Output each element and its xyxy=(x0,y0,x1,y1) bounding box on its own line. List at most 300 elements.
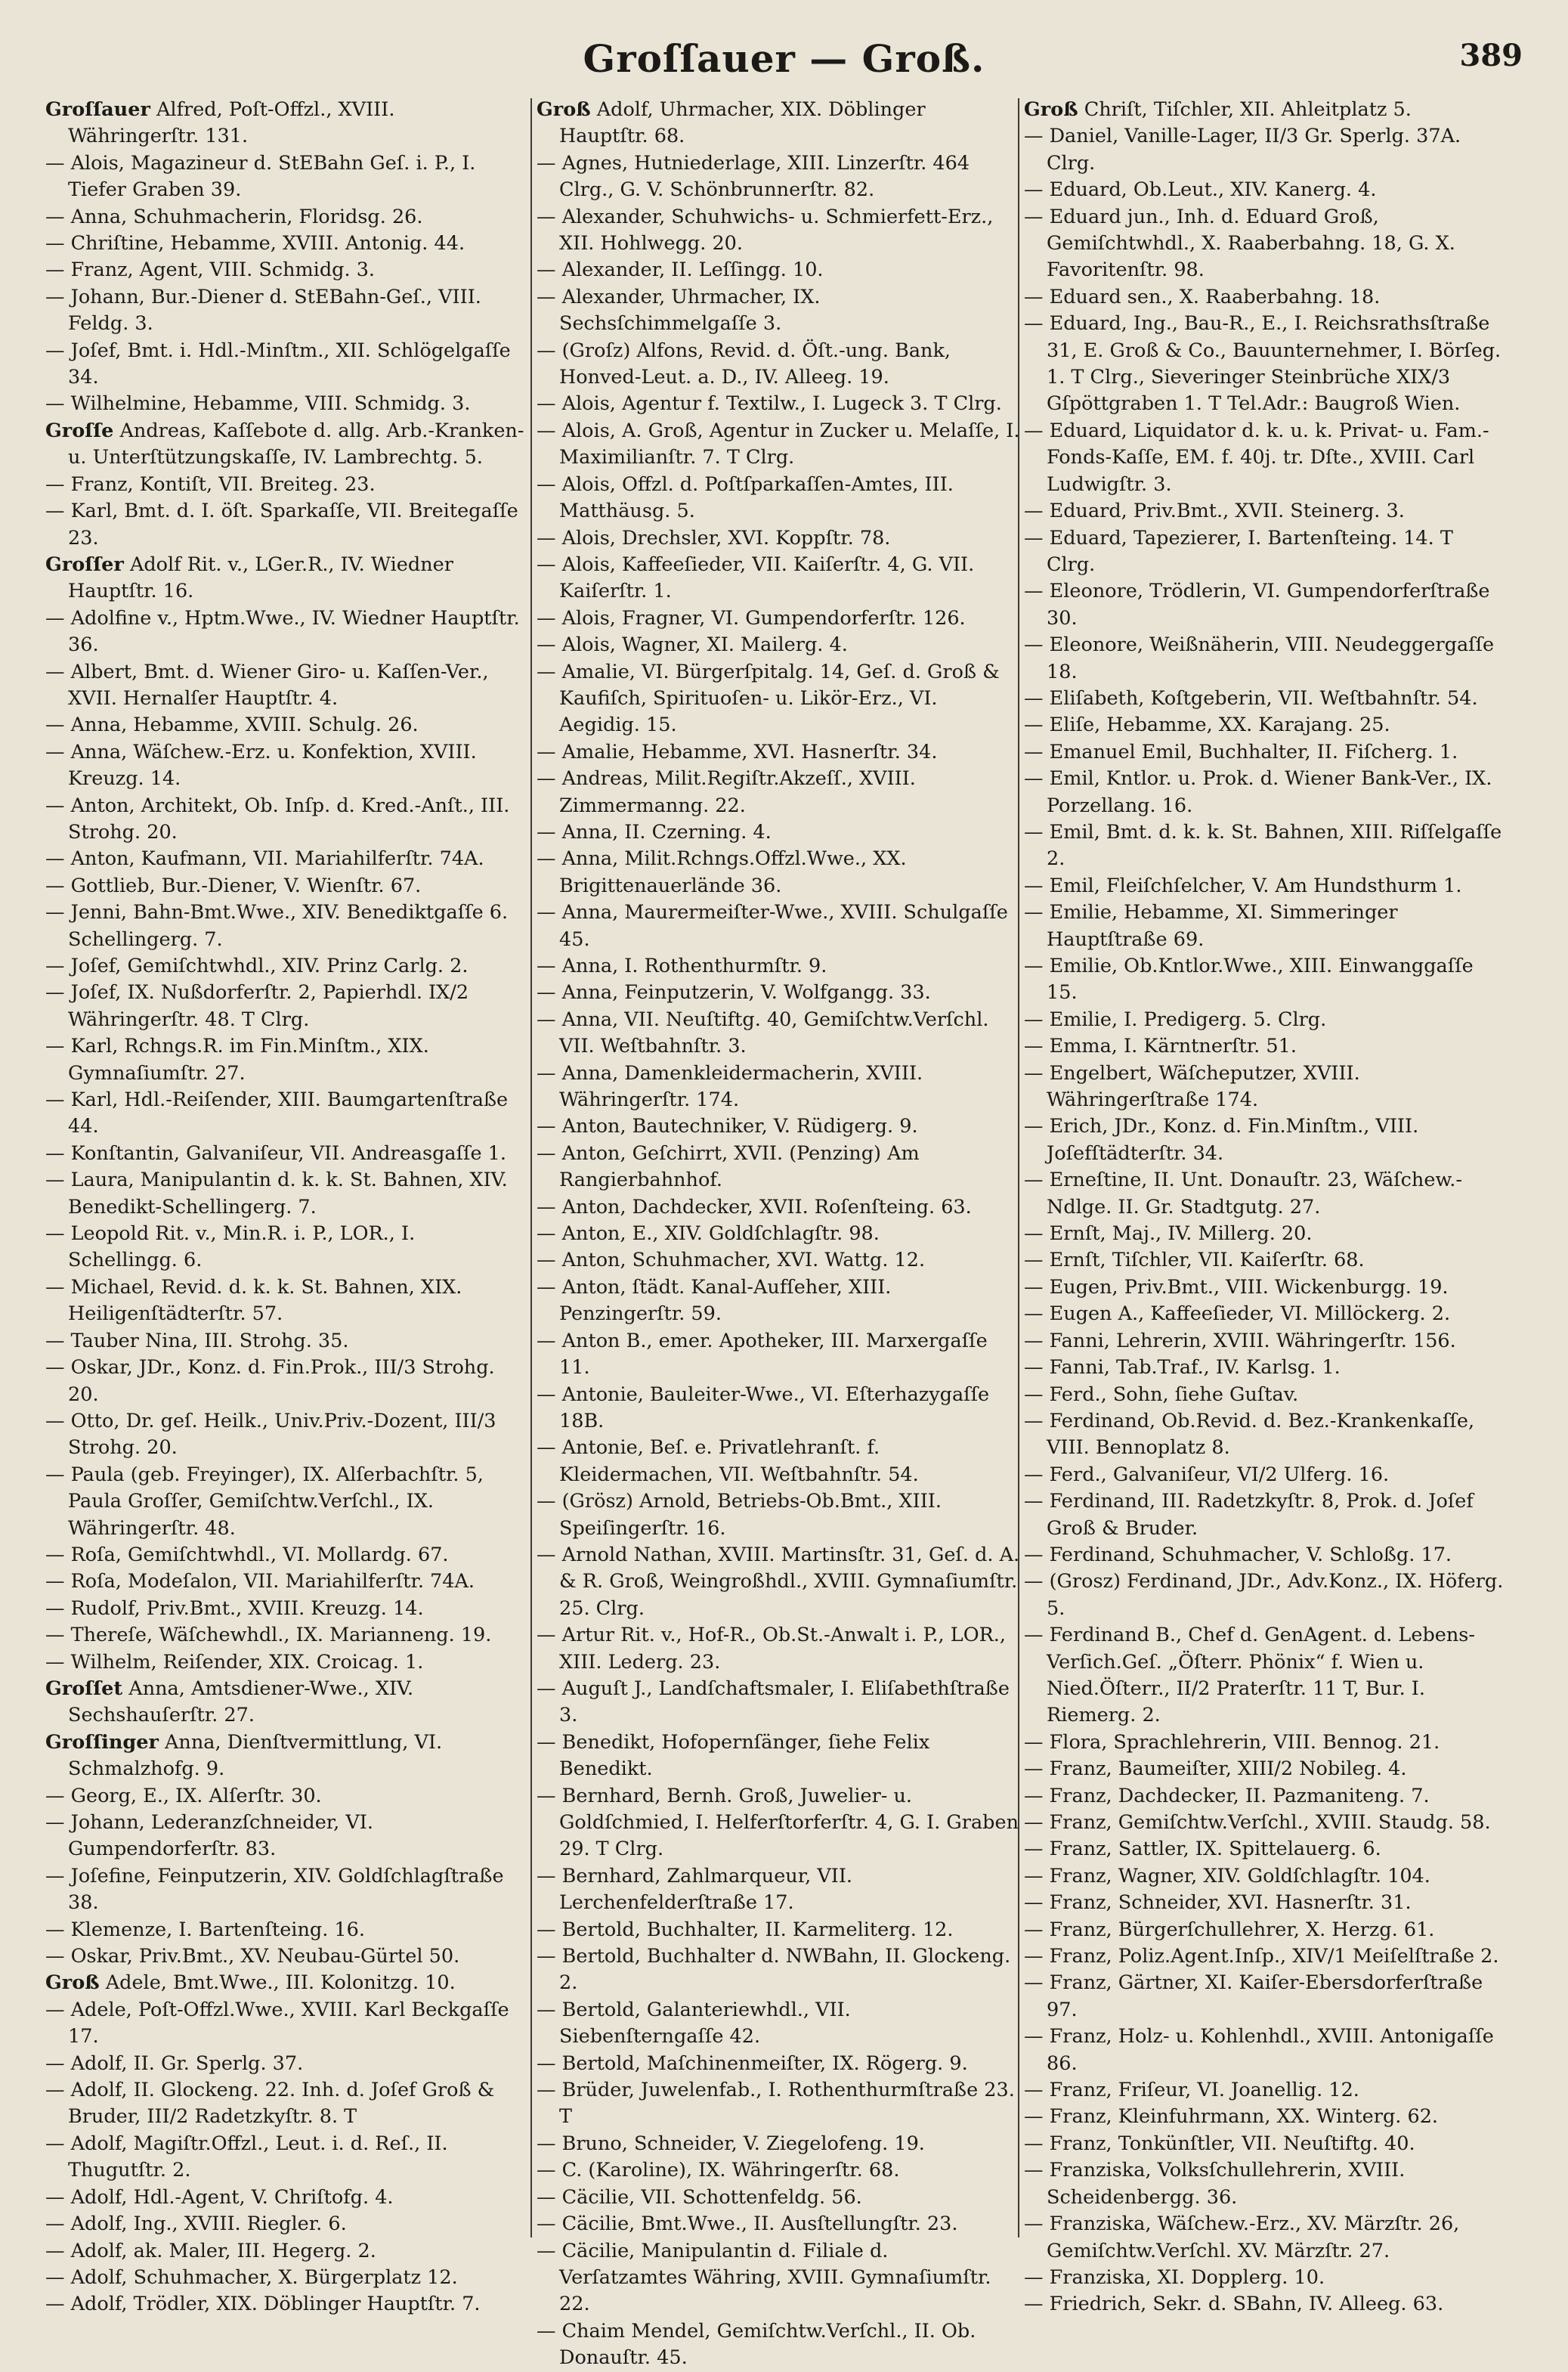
directory-entry xyxy=(45,1649,529,1676)
ditto-dash: — xyxy=(45,847,65,871)
ditto-dash: — xyxy=(537,151,556,175)
ditto-dash: — xyxy=(1024,633,1044,657)
entry-text: Alois, Agentur f. Textilw., I. Lugeck 3. T Clrg. xyxy=(561,392,1002,416)
directory-entry xyxy=(45,1863,529,1917)
directory-entry xyxy=(537,472,1020,525)
directory-entry xyxy=(1024,819,1508,873)
ditto-dash: — xyxy=(537,820,556,844)
entry-text: Emilie, Hebamme, XI. Simmeringer Hauptſtraße 69. xyxy=(1047,901,1398,951)
entry-text: Fanni, Tab.Traf., IV. Karlsg. 1. xyxy=(1049,1356,1341,1380)
entry-text: Andreas, Kaſſebote d. allg. Arb.-Kranken- u. Unterſtützungskaſſe, IV. Lambrechtg. 5. xyxy=(68,419,524,469)
entry-text: Anna, Hebamme, XVIII. Schulg. 26. xyxy=(70,714,419,737)
ditto-dash: — xyxy=(45,1784,65,1807)
surname-heading: Groß xyxy=(45,1971,100,1995)
directory-entry xyxy=(45,1167,529,1221)
entry-text: Emil, Kntlor. u. Prok. d. Wiener Bank-Ver., IX. Porzellang. 16. xyxy=(1047,767,1492,817)
ditto-dash: — xyxy=(1024,1008,1044,1031)
directory-entry xyxy=(537,846,1020,900)
ditto-dash: — xyxy=(537,901,556,924)
ditto-dash: — xyxy=(1024,1409,1044,1432)
ditto-dash: — xyxy=(45,901,65,924)
ditto-dash: — xyxy=(45,981,65,1005)
entry-text: Adolf, Schuhmacher, X. Bürgerplatz 12. xyxy=(70,2265,458,2289)
ditto-dash: — xyxy=(1024,1035,1044,1058)
entry-text: Adolf, II. Glockeng. 22. Inh. d. Joſef Groß & Bruder, III/2 Radetzkyſtr. 8. T xyxy=(68,2079,495,2129)
entry-text: Adolf, Magiſtr.Offzl., Leut. i. d. Reſ., II. Thugutſtr. 2. xyxy=(68,2132,448,2182)
directory-entry xyxy=(45,1408,529,1462)
directory-entry xyxy=(537,97,1020,150)
directory-entry xyxy=(1024,418,1508,498)
directory-entry xyxy=(45,1542,529,1568)
directory-entry xyxy=(45,2211,529,2237)
directory-entry xyxy=(45,1997,529,2051)
ditto-dash: — xyxy=(1024,526,1044,550)
ditto-dash: — xyxy=(45,955,65,977)
ditto-dash: — xyxy=(1024,312,1044,336)
entry-text: Karl, Rchngs.R. im Fin.Minſtm., XIX. Gymnaſiumſtr. 27. xyxy=(68,1035,429,1085)
directory-entry xyxy=(45,1783,529,1810)
entry-text: Joſef, IX. Nußdorferſtr. 2, Papierhdl. IX/2 Währingerſtr. 48. T Clrg. xyxy=(68,981,469,1031)
directory-entry xyxy=(45,284,529,338)
directory-entry xyxy=(45,2291,529,2318)
directory-entry xyxy=(537,1007,1020,1061)
directory-entry xyxy=(45,2077,529,2131)
ditto-dash: — xyxy=(537,955,556,977)
directory-entry xyxy=(1024,873,1508,900)
entry-text: Eugen A., Kaffeeſieder, VI. Millöckerg. 2. xyxy=(1049,1302,1451,1326)
directory-entry xyxy=(1024,1033,1508,1060)
directory-entry xyxy=(537,1113,1020,1140)
entry-text: Roſa, Modeſalon, VII. Mariahilferſtr. 74A. xyxy=(70,1570,475,1593)
ditto-dash: — xyxy=(537,1329,556,1352)
entry-text: Adele, Bmt.Wwe., III. Kolonitzg. 10. xyxy=(105,1971,456,1995)
ditto-dash: — xyxy=(45,874,65,897)
entry-text: Eduard, Liquidator d. k. u. k. Privat- u. Fam.-Fonds-Kaſſe, EM. f. 40j. tr. Dſte., XVIII. Carl Ludwigſtr. 3. xyxy=(1047,419,1489,496)
directory-entry xyxy=(537,1542,1020,1622)
ditto-dash: — xyxy=(45,2185,65,2209)
ditto-dash: — xyxy=(45,285,65,308)
ditto-dash: — xyxy=(537,526,556,550)
entry-text: Alexander, II. Leſſingg. 10. xyxy=(561,259,824,282)
directory-entry xyxy=(537,2051,1020,2077)
page-header xyxy=(0,30,1568,91)
ditto-dash: — xyxy=(537,767,556,791)
ditto-dash: — xyxy=(1024,2293,1044,2316)
directory-entry xyxy=(1024,123,1508,177)
ditto-dash: — xyxy=(537,660,556,683)
ditto-dash: — xyxy=(1024,1302,1044,1326)
directory-entry xyxy=(537,391,1020,417)
ditto-dash: — xyxy=(45,660,65,683)
directory-entry xyxy=(45,1568,529,1595)
ditto-dash: — xyxy=(1024,205,1044,228)
directory-entry xyxy=(1024,525,1508,579)
directory-entry xyxy=(537,1729,1020,1783)
entry-text: Franz, Tonkünſtler, VII. Neuſtiftg. 40. xyxy=(1049,2132,1415,2155)
directory-entry xyxy=(45,391,529,417)
entry-text: Emil, Bmt. d. k. k. St. Bahnen, XIII. Riſſelgaſſe 2. xyxy=(1047,820,1502,871)
surname-heading: Groſſauer xyxy=(45,98,150,121)
ditto-dash: — xyxy=(45,339,65,362)
ditto-dash: — xyxy=(45,2213,65,2236)
ditto-dash: — xyxy=(537,1436,556,1460)
directory-entry xyxy=(1024,1810,1508,1836)
entry-text: Franz, Agent, VIII. Schmidg. 3. xyxy=(70,259,376,282)
entry-text: Anna, Milit.Rchngs.Offzl.Wwe., XX. Brigittenauerlände 36. xyxy=(559,847,907,897)
directory-entry xyxy=(45,1087,529,1141)
directory-entry xyxy=(1024,1301,1508,1327)
entry-text: Eduard, Tapezierer, I. Bartenſteing. 14. T Clrg. xyxy=(1047,526,1453,576)
directory-entry xyxy=(45,150,529,204)
directory-entry xyxy=(45,1917,529,1943)
ditto-dash: — xyxy=(537,1222,556,1246)
entry-text: Anna, II. Czerning. 4. xyxy=(561,820,772,844)
entry-text: Emilie, I. Predigerg. 5. Clrg. xyxy=(1049,1008,1327,1031)
surname-heading: Groß xyxy=(1024,98,1078,121)
entry-text: Anton B., emer. Apotheker, III. Marxergaſſe 11. xyxy=(559,1329,988,1380)
directory-entry xyxy=(537,2318,1020,2372)
ditto-dash: — xyxy=(1024,1383,1044,1406)
ditto-dash: — xyxy=(537,1998,556,2021)
entry-text: Klemenze, I. Bartenſteing. 16. xyxy=(70,1918,365,1941)
ditto-dash: — xyxy=(537,1624,556,1647)
directory-entry xyxy=(537,2077,1020,2131)
entry-text: Ferdinand, Schuhmacher, V. Schloßg. 17. xyxy=(1049,1543,1452,1566)
directory-entry xyxy=(45,605,529,659)
entry-text: Anton, Bautechniker, V. Rüdigerg. 9. xyxy=(561,1115,918,1138)
ditto-dash: — xyxy=(45,259,65,282)
directory-entry xyxy=(45,338,529,392)
directory-entry xyxy=(1024,766,1508,819)
ditto-dash: — xyxy=(45,1543,65,1566)
directory-entry xyxy=(1024,2104,1508,2130)
ditto-dash: — xyxy=(45,151,65,175)
directory-entry xyxy=(1024,1113,1508,1167)
ditto-dash: — xyxy=(1024,1115,1044,1138)
entry-text: Wilhelmine, Hebamme, VIII. Schmidg. 3. xyxy=(70,392,471,416)
entry-text: Franz, Gärtner, XI. Kaiſer-Ebersdorferſtraße 97. xyxy=(1047,1971,1483,2021)
directory-entry xyxy=(537,1917,1020,1943)
ditto-dash: — xyxy=(1024,1730,1044,1754)
entry-text: Rudolf, Priv.Bmt., XVIII. Kreuzg. 14. xyxy=(70,1596,424,1620)
ditto-dash: — xyxy=(1024,2079,1044,2102)
directory-entry xyxy=(537,2185,1020,2211)
directory-entry xyxy=(1024,1167,1508,1221)
ditto-dash: — xyxy=(1024,820,1044,844)
directory-entry xyxy=(537,204,1020,258)
entry-text: Franz, Poliz.Agent.Inſp., XIV/1 Meiſelſtraße 2. xyxy=(1049,1945,1499,1968)
directory-entry xyxy=(1024,739,1508,766)
ditto-dash: — xyxy=(537,2239,556,2262)
directory-entry xyxy=(1024,1462,1508,1488)
entry-text: Anton, Geſchirrt, XVII. (Penzing) Am Rangierbahnhof. xyxy=(559,1141,920,1192)
ditto-dash: — xyxy=(1024,1249,1044,1272)
directory-entry xyxy=(1024,1756,1508,1782)
entry-text: Adolf, II. Gr. Sperlg. 37. xyxy=(70,2052,304,2075)
ditto-dash: — xyxy=(537,1730,556,1754)
directory-entry xyxy=(1024,1408,1508,1462)
entry-text: Alois, Kaffeeſieder, VII. Kaiſerſtr. 4, G. VII. Kaiſerſtr. 1. xyxy=(559,553,975,603)
directory-entry xyxy=(1024,1890,1508,1916)
entry-text: Paula (geb. Freyinger), IX. Alſerbachſtr. 5, Paula Groſſer, Gemiſchtw.Verſchl., IX. Währingerſtr. 48. xyxy=(68,1463,484,1540)
entry-text: Anna, VII. Neuſtiftg. 40, Gemiſchtw.Verſchl. VII. Weſtbahnſtr. 3. xyxy=(559,1008,989,1058)
entry-text: Konſtantin, Galvaniſeur, VII. Andreasgaſſe 1. xyxy=(70,1141,506,1165)
directory-entry xyxy=(537,632,1020,658)
directory-entry xyxy=(1024,2265,1508,2291)
ditto-dash: — xyxy=(1024,1570,1044,1593)
ditto-dash: — xyxy=(45,205,65,228)
page-number: 389 xyxy=(1459,38,1523,73)
ditto-dash: — xyxy=(1024,1945,1044,1968)
entry-text: Eduard sen., X. Raaberbahng. 18. xyxy=(1049,285,1381,308)
entry-text: Emil, Fleiſchſelcher, V. Am Hundsthurm 1. xyxy=(1049,874,1462,897)
column-3 xyxy=(1024,97,1508,2318)
entry-text: Johann, Bur.-Diener d. StEBahn-Geſ., VIII. Feldg. 3. xyxy=(68,285,481,336)
ditto-dash: — xyxy=(45,1275,65,1299)
directory-entry xyxy=(1024,1943,1508,1970)
directory-entry xyxy=(1024,97,1508,123)
directory-entry xyxy=(537,819,1020,846)
entry-text: Michael, Revid. d. k. k. St. Bahnen, XIX. Heiligenſtädterſtr. 57. xyxy=(68,1275,462,1326)
directory-entry xyxy=(45,552,529,605)
entry-text: Emanuel Emil, Buchhalter, II. Fiſcherg. 1. xyxy=(1049,740,1458,763)
entry-text: Alexander, Schuhwichs- u. Schmierfett-Erz., XII. Hohlwegg. 20. xyxy=(559,205,994,255)
directory-entry xyxy=(537,418,1020,472)
ditto-dash: — xyxy=(537,1061,556,1085)
ditto-dash: — xyxy=(45,1141,65,1165)
directory-entry xyxy=(537,1622,1020,1676)
entry-text: Eliſabeth, Koſtgeberin, VII. Weſtbahnſtr. 54. xyxy=(1049,686,1478,710)
entry-text: Adolf, Uhrmacher, XIX. Döblinger Hauptſtr. 68. xyxy=(559,98,926,148)
directory-entry xyxy=(1024,1488,1508,1542)
entry-text: Anna, I. Rothenthurmſtr. 9. xyxy=(561,955,827,977)
entry-text: Thereſe, Wäſchewhdl., IX. Marianneng. 19. xyxy=(70,1624,492,1647)
entry-text: Auguſt J., Landſchaftsmaler, I. Eliſabethſtraße 3. xyxy=(559,1677,1010,1727)
ditto-dash: — xyxy=(45,1035,65,1058)
ditto-dash: — xyxy=(1024,2025,1044,2048)
directory-entry xyxy=(45,498,529,552)
ditto-dash: — xyxy=(537,2159,556,2182)
ditto-dash: — xyxy=(45,1918,65,1941)
ditto-dash: — xyxy=(1024,1838,1044,1861)
ditto-dash: — xyxy=(1024,2132,1044,2155)
directory-entry xyxy=(1024,578,1508,632)
directory-entry xyxy=(537,1997,1020,2051)
ditto-dash: — xyxy=(1024,1275,1044,1299)
entry-text: Anton, E., XIV. Goldſchlagſtr. 98. xyxy=(561,1222,880,1246)
directory-entry xyxy=(537,659,1020,739)
entry-text: Daniel, Vanille-Lager, II/3 Gr. Sperlg. 37A. Clrg. xyxy=(1047,125,1461,175)
ditto-dash: — xyxy=(45,472,65,496)
ditto-dash: — xyxy=(1024,178,1044,202)
ditto-dash: — xyxy=(45,1169,65,1192)
directory-entry xyxy=(537,1382,1020,1435)
ditto-dash: — xyxy=(45,1650,65,1674)
ditto-dash: — xyxy=(537,1945,556,1968)
directory-entry xyxy=(1024,1622,1508,1729)
directory-entry xyxy=(1024,177,1508,203)
directory-entry xyxy=(45,2131,529,2185)
entry-text: Franz, Baumeiſter, XIII/2 Nobileg. 4. xyxy=(1049,1757,1407,1781)
directory-entry xyxy=(537,1274,1020,1328)
ditto-dash: — xyxy=(537,1864,556,1887)
directory-entry xyxy=(45,97,529,150)
directory-entry xyxy=(45,204,529,231)
entry-text: Bernhard, Zahlmarqueur, VII. Lerchenfelderſtraße 17. xyxy=(559,1864,853,1915)
entry-text: Franz, Sattler, IX. Spittelauerg. 6. xyxy=(1049,1838,1381,1861)
entry-text: Alois, Magazineur d. StEBahn Geſ. i. P., I. Tiefer Graben 39. xyxy=(68,151,476,202)
entry-text: Franziska, Wäſchew.-Erz., XV. Märzſtr. 26, Gemiſchtw.Verſchl. XV. Märzſtr. 27. xyxy=(1047,2213,1460,2262)
entry-text: Gottlieb, Bur.-Diener, V. Wienſtr. 67. xyxy=(70,874,422,897)
ditto-dash: — xyxy=(1024,1624,1044,1647)
column-rule xyxy=(530,98,532,2237)
entry-text: Anna, Dienſtvermittlung, VI. Schmalzhofg. 9. xyxy=(68,1730,443,1781)
entry-text: Roſa, Gemiſchtwhdl., VI. Mollardg. 67. xyxy=(70,1543,449,1566)
directory-entry xyxy=(537,900,1020,953)
ditto-dash: — xyxy=(45,1088,65,1112)
entry-text: Franz, Friſeur, VI. Joanellig. 12. xyxy=(1049,2079,1359,2102)
directory-entry xyxy=(45,793,529,847)
directory-entry xyxy=(1024,1355,1508,1381)
directory-entry xyxy=(45,980,529,1033)
entry-text: Erneſtine, II. Unt. Donauſtr. 23, Wäſchew.-Ndlge. II. Gr. Stadtgutg. 27. xyxy=(1047,1169,1462,1219)
directory-entry xyxy=(1024,2024,1508,2077)
ditto-dash: — xyxy=(537,1141,556,1165)
ditto-dash: — xyxy=(1024,2159,1044,2182)
entry-text: Fanni, Lehrerin, XVIII. Währingerſtr. 156. xyxy=(1049,1329,1456,1352)
ditto-dash: — xyxy=(537,339,556,362)
entry-text: Anna, Wäſchew.-Erz. u. Konfektion, XVIII. Kreuzg. 14. xyxy=(68,740,477,791)
entry-text: Franz, Bürgerſchullehrer, X. Herzg. 61. xyxy=(1049,1918,1435,1941)
directory-entry xyxy=(537,150,1020,204)
entry-text: Eduard, Priv.Bmt., XVII. Steinerg. 3. xyxy=(1049,500,1405,523)
entry-text: Oskar, Priv.Bmt., XV. Neubau-Gürtel 50. xyxy=(70,1945,460,1968)
directory-entry xyxy=(45,846,529,872)
ditto-dash: — xyxy=(537,1677,556,1700)
directory-entry xyxy=(45,1355,529,1408)
ditto-dash: — xyxy=(1024,740,1044,763)
entry-text: Adolf, ak. Maler, III. Hegerg. 2. xyxy=(70,2239,376,2262)
directory-entry xyxy=(1024,1568,1508,1622)
directory-entry xyxy=(537,1435,1020,1488)
directory-entry xyxy=(537,1863,1020,1917)
entry-text: Ferdinand B., Chef d. GenAgent. d. Lebens-Verſich.Geſ. „Öſterr. Phönix“ f. Wien u. Nied.Öſterr., II/2 Praterſtr. 11 T, Bur. I. Riemerg. 2. xyxy=(1047,1624,1475,1727)
ditto-dash: — xyxy=(1024,1061,1044,1085)
ditto-dash: — xyxy=(1024,874,1044,897)
ditto-dash: — xyxy=(1024,1463,1044,1486)
entry-text: Ferdinand, III. Radetzkyſtr. 8, Prok. d. Joſef Groß & Bruder. xyxy=(1047,1490,1474,1540)
entry-text: Ferdinand, Ob.Revid. d. Bez.-Krankenkaſſe, VIII. Bennoplatz 8. xyxy=(1047,1409,1475,1460)
directory-entry xyxy=(45,1810,529,1863)
ditto-dash: — xyxy=(1024,1811,1044,1834)
entry-text: (Groſz) Alfons, Revid. d. Öſt.-ung. Bank, Honved-Leut. a. D., IV. Alleeg. 19. xyxy=(559,339,951,389)
entry-text: Franz, Dachdecker, II. Pazmaniteng. 7. xyxy=(1049,1784,1430,1807)
entry-text: Anton, Dachdecker, XVII. Roſenſteing. 63. xyxy=(561,1195,972,1219)
entry-text: Bertold, Buchhalter d. NWBahn, II. Glockeng. 2. xyxy=(559,1945,1011,1995)
entry-text: Franz, Kontiſt, VII. Breiteg. 23. xyxy=(70,472,376,496)
ditto-dash: — xyxy=(537,1249,556,1272)
entry-text: Wilhelm, Reiſender, XIX. Croicag. 1. xyxy=(70,1650,424,1674)
directory-entry xyxy=(1024,1542,1508,1568)
entry-text: Engelbert, Wäſcheputzer, XVIII. Währingerſtraße 174. xyxy=(1047,1061,1360,1112)
directory-entry xyxy=(45,1676,529,1729)
directory-entry xyxy=(45,257,529,283)
ditto-dash: — xyxy=(1024,1329,1044,1352)
ditto-dash: — xyxy=(537,2079,556,2102)
ditto-dash: — xyxy=(1024,285,1044,308)
entry-text: Jenni, Bahn-Bmt.Wwe., XIV. Benediktgaſſe 6. Schellingerg. 7. xyxy=(68,901,509,951)
ditto-dash: — xyxy=(45,740,65,763)
entry-text: Antonie, Bauleiter-Wwe., VI. Eſterhazygaſſe 18B. xyxy=(559,1383,990,1432)
ditto-dash: — xyxy=(1024,2265,1044,2289)
entry-text: Chriſt, Tiſchler, XII. Ahleitplatz 5. xyxy=(1084,98,1412,121)
entry-text: Friedrich, Sekr. d. SBahn, IV. Alleeg. 63. xyxy=(1049,2293,1444,2316)
directory-entry xyxy=(45,1596,529,1622)
directory-entry xyxy=(537,338,1020,392)
directory-entry xyxy=(45,739,529,793)
ditto-dash: — xyxy=(45,1864,65,1887)
ditto-dash: — xyxy=(45,1998,65,2021)
directory-entry xyxy=(45,2185,529,2211)
directory-entry xyxy=(537,257,1020,283)
ditto-dash: — xyxy=(537,1490,556,1513)
directory-entry xyxy=(45,1970,529,1996)
entry-text: Adolfine v., Hptm.Wwe., IV. Wiedner Hauptſtr. 36. xyxy=(68,606,520,657)
directory-entry xyxy=(537,605,1020,632)
entry-text: Franz, Kleinfuhrmann, XX. Winterg. 62. xyxy=(1049,2105,1439,2129)
entry-text: Eleonore, Trödlerin, VI. Gumpendorferſtraße 30. xyxy=(1047,580,1490,630)
ditto-dash: — xyxy=(1024,2213,1044,2236)
directory-entry xyxy=(1024,1836,1508,1863)
entry-text: Antonie, Beſ. e. Privatlehranſt. f. Kleidermachen, VII. Weſtbahnſtr. 54. xyxy=(559,1436,919,1486)
directory-entry xyxy=(537,1943,1020,1997)
entry-text: Bruno, Schneider, V. Ziegelofeng. 19. xyxy=(561,2132,925,2155)
column-1 xyxy=(45,97,529,2318)
directory-entry xyxy=(45,900,529,953)
ditto-dash: — xyxy=(537,285,556,308)
ditto-dash: — xyxy=(1024,1757,1044,1781)
ditto-dash: — xyxy=(1024,580,1044,603)
ditto-dash: — xyxy=(45,2293,65,2316)
ditto-dash: — xyxy=(1024,955,1044,977)
ditto-dash: — xyxy=(45,2052,65,2075)
ditto-dash: — xyxy=(45,232,65,255)
surname-heading: Groß xyxy=(537,98,591,121)
ditto-dash: — xyxy=(1024,1543,1044,1566)
directory-entry xyxy=(1024,953,1508,1007)
ditto-dash: — xyxy=(1024,714,1044,737)
directory-entry xyxy=(45,2265,529,2291)
column-2 xyxy=(537,97,1020,2372)
ditto-dash: — xyxy=(537,2185,556,2209)
directory-entry xyxy=(1024,1863,1508,1890)
entry-text: Tauber Nina, III. Strohg. 35. xyxy=(70,1329,349,1352)
directory-entry xyxy=(1024,1221,1508,1247)
directory-entry xyxy=(1024,1382,1508,1408)
directory-entry xyxy=(1024,2291,1508,2318)
ditto-dash: — xyxy=(1024,901,1044,924)
directory-entry xyxy=(537,525,1020,552)
entry-text: Franz, Schneider, XVI. Hasnerſtr. 31. xyxy=(1049,1891,1412,1915)
directory-entry xyxy=(537,1783,1020,1863)
entry-text: Ernſt, Maj., IV. Millerg. 20. xyxy=(1049,1222,1313,1246)
entry-text: Alexander, Uhrmacher, IX. Sechsſchimmelgaſſe 3. xyxy=(559,285,821,336)
entry-text: Eduard, Ing., Bau-R., E., I. Reichsrathsſtraße 31, E. Groß & Co., Bauunternehmer, I. Börſeg. 1. T Clrg., Sieveringer Steinbrüche XIX/3 Gſpöttgraben 1. T Tel.Adr.: Baugroß Wien. xyxy=(1047,312,1502,416)
entry-text: Joſefine, Feinputzerin, XIV. Goldſchlagſtraße 38. xyxy=(68,1864,504,1915)
ditto-dash: — xyxy=(1024,1356,1044,1380)
ditto-dash: — xyxy=(45,1811,65,1834)
ditto-dash: — xyxy=(537,1784,556,1807)
